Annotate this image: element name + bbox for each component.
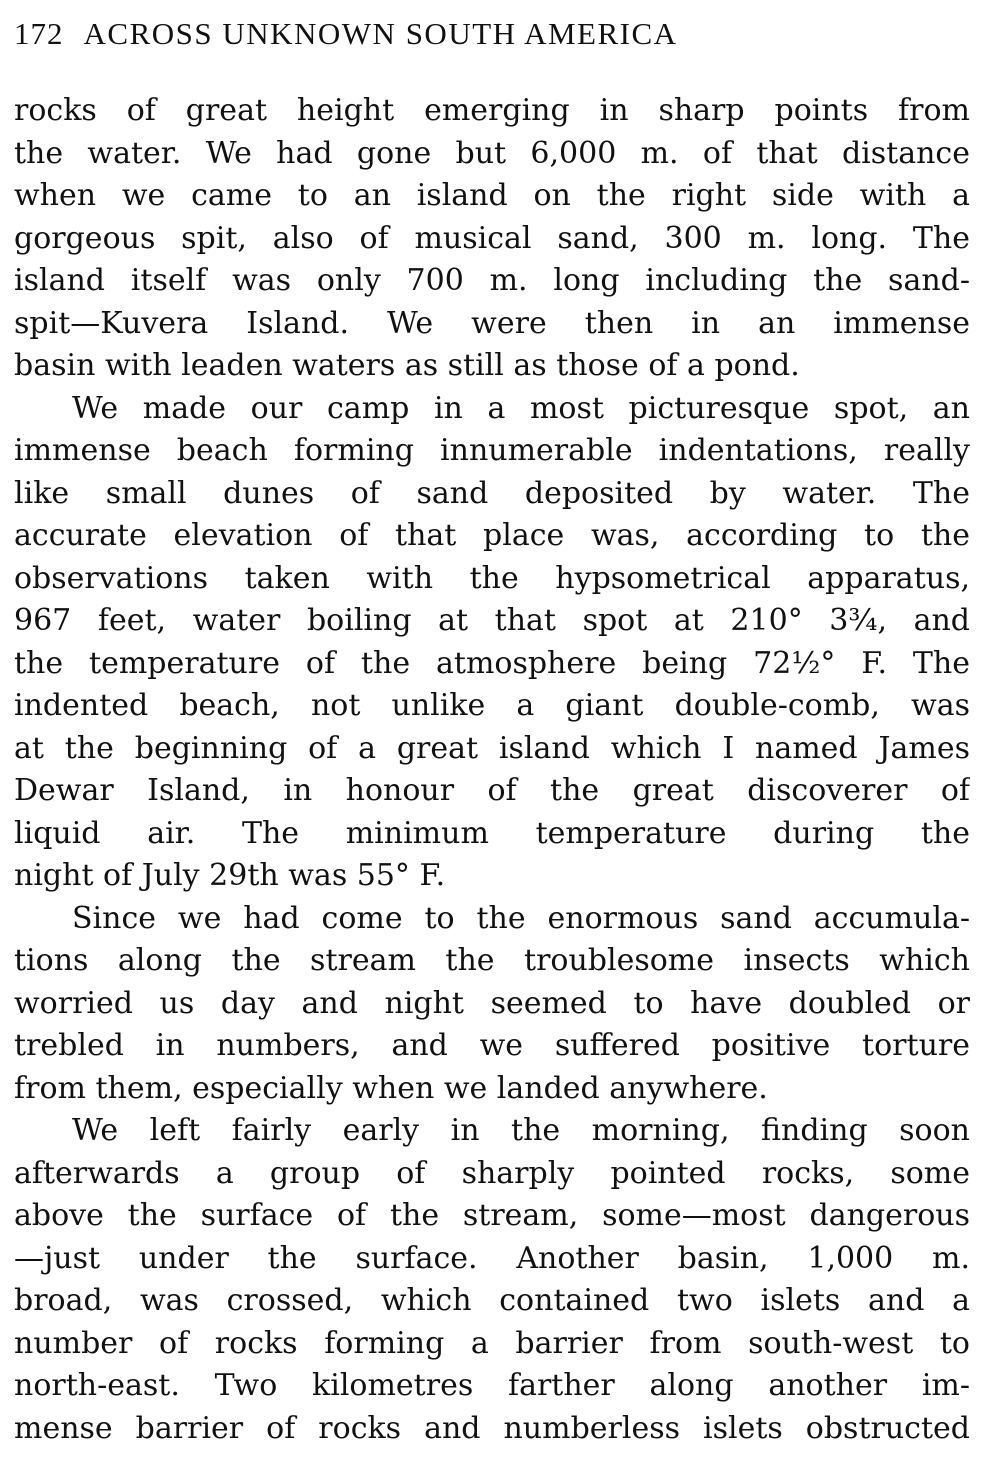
text-line: trebled in numbers, and we suffered positive torture [14,1028,970,1063]
text-line: when we came to an island on the right side with a [14,178,970,213]
text-line: basin with leaden waters as still as those of a pond. [14,348,800,383]
text-line: gorgeous spit, also of musical sand, 300 m. long. The [14,220,970,256]
text-line: broad, was crossed, which contained two islets and a [14,1283,970,1318]
text-line: like small dunes of sand deposited by water. The [14,475,970,511]
text-line: Dewar Island, in honour of the great discoverer of [14,773,970,808]
text-line: spit—Kuvera Island. We were then in an immense [14,305,970,341]
text-line: above the surface of the stream, some—most dangerous [14,1198,970,1233]
text-line: immense beach forming innumerable indentations, really [14,433,970,468]
paragraph [14,90,970,388]
text-line: island itself was only 700 m. long including the sand- [14,263,970,298]
running-head [14,12,970,56]
text-line: night of July 29th was 55° F. [14,858,446,893]
text-line: number of rocks forming a barrier from south-west to [14,1325,970,1361]
text-line: We made our camp in a most picturesque spot, an [72,390,970,426]
text-line: rocks of great height emerging in sharp points from [14,93,970,128]
text-line: We left fairly early in the morning, finding soon [72,1113,970,1148]
text-line: Since we had come to the enormous sand accumula- [72,900,970,936]
text-line: at the beginning of a great island which I named James [14,730,970,766]
text-line: indented beach, not unlike a giant double-comb, was [14,688,970,723]
text-line: 967 feet, water boiling at that spot at 210° 3¾, and [14,603,970,638]
text-line: north-east. Two kilometres farther along another im- [14,1368,970,1403]
text-line: liquid air. The minimum temperature during the [14,815,970,851]
paragraph [14,388,970,898]
running-title: ACROSS UNKNOWN SOUTH AMERICA [83,16,678,51]
text-line: observations taken with the hypsometrical apparatus, [14,560,970,596]
text-line: afterwards a group of sharply pointed rocks, some [14,1155,970,1191]
text-line: the water. We had gone but 6,000 m. of that distance [14,135,970,171]
text-line: mense barrier of rocks and numberless islets obstructed [14,1410,970,1446]
book-page [14,12,970,1450]
page-number: 172 [14,16,64,51]
paragraph [14,1110,970,1450]
text-line: from them, especially when we landed anywhere. [14,1070,768,1106]
paragraph [14,898,970,1111]
text-line: the temperature of the atmosphere being 72½° F. The [14,645,970,681]
text-line: tions along the stream the troublesome insects which [14,943,970,978]
text-line: —just under the surface. Another basin, 1,000 m. [14,1240,970,1276]
text-line: accurate elevation of that place was, according to the [14,518,970,553]
text-line: worried us day and night seemed to have doubled or [14,985,970,1021]
body-text [14,90,970,1450]
